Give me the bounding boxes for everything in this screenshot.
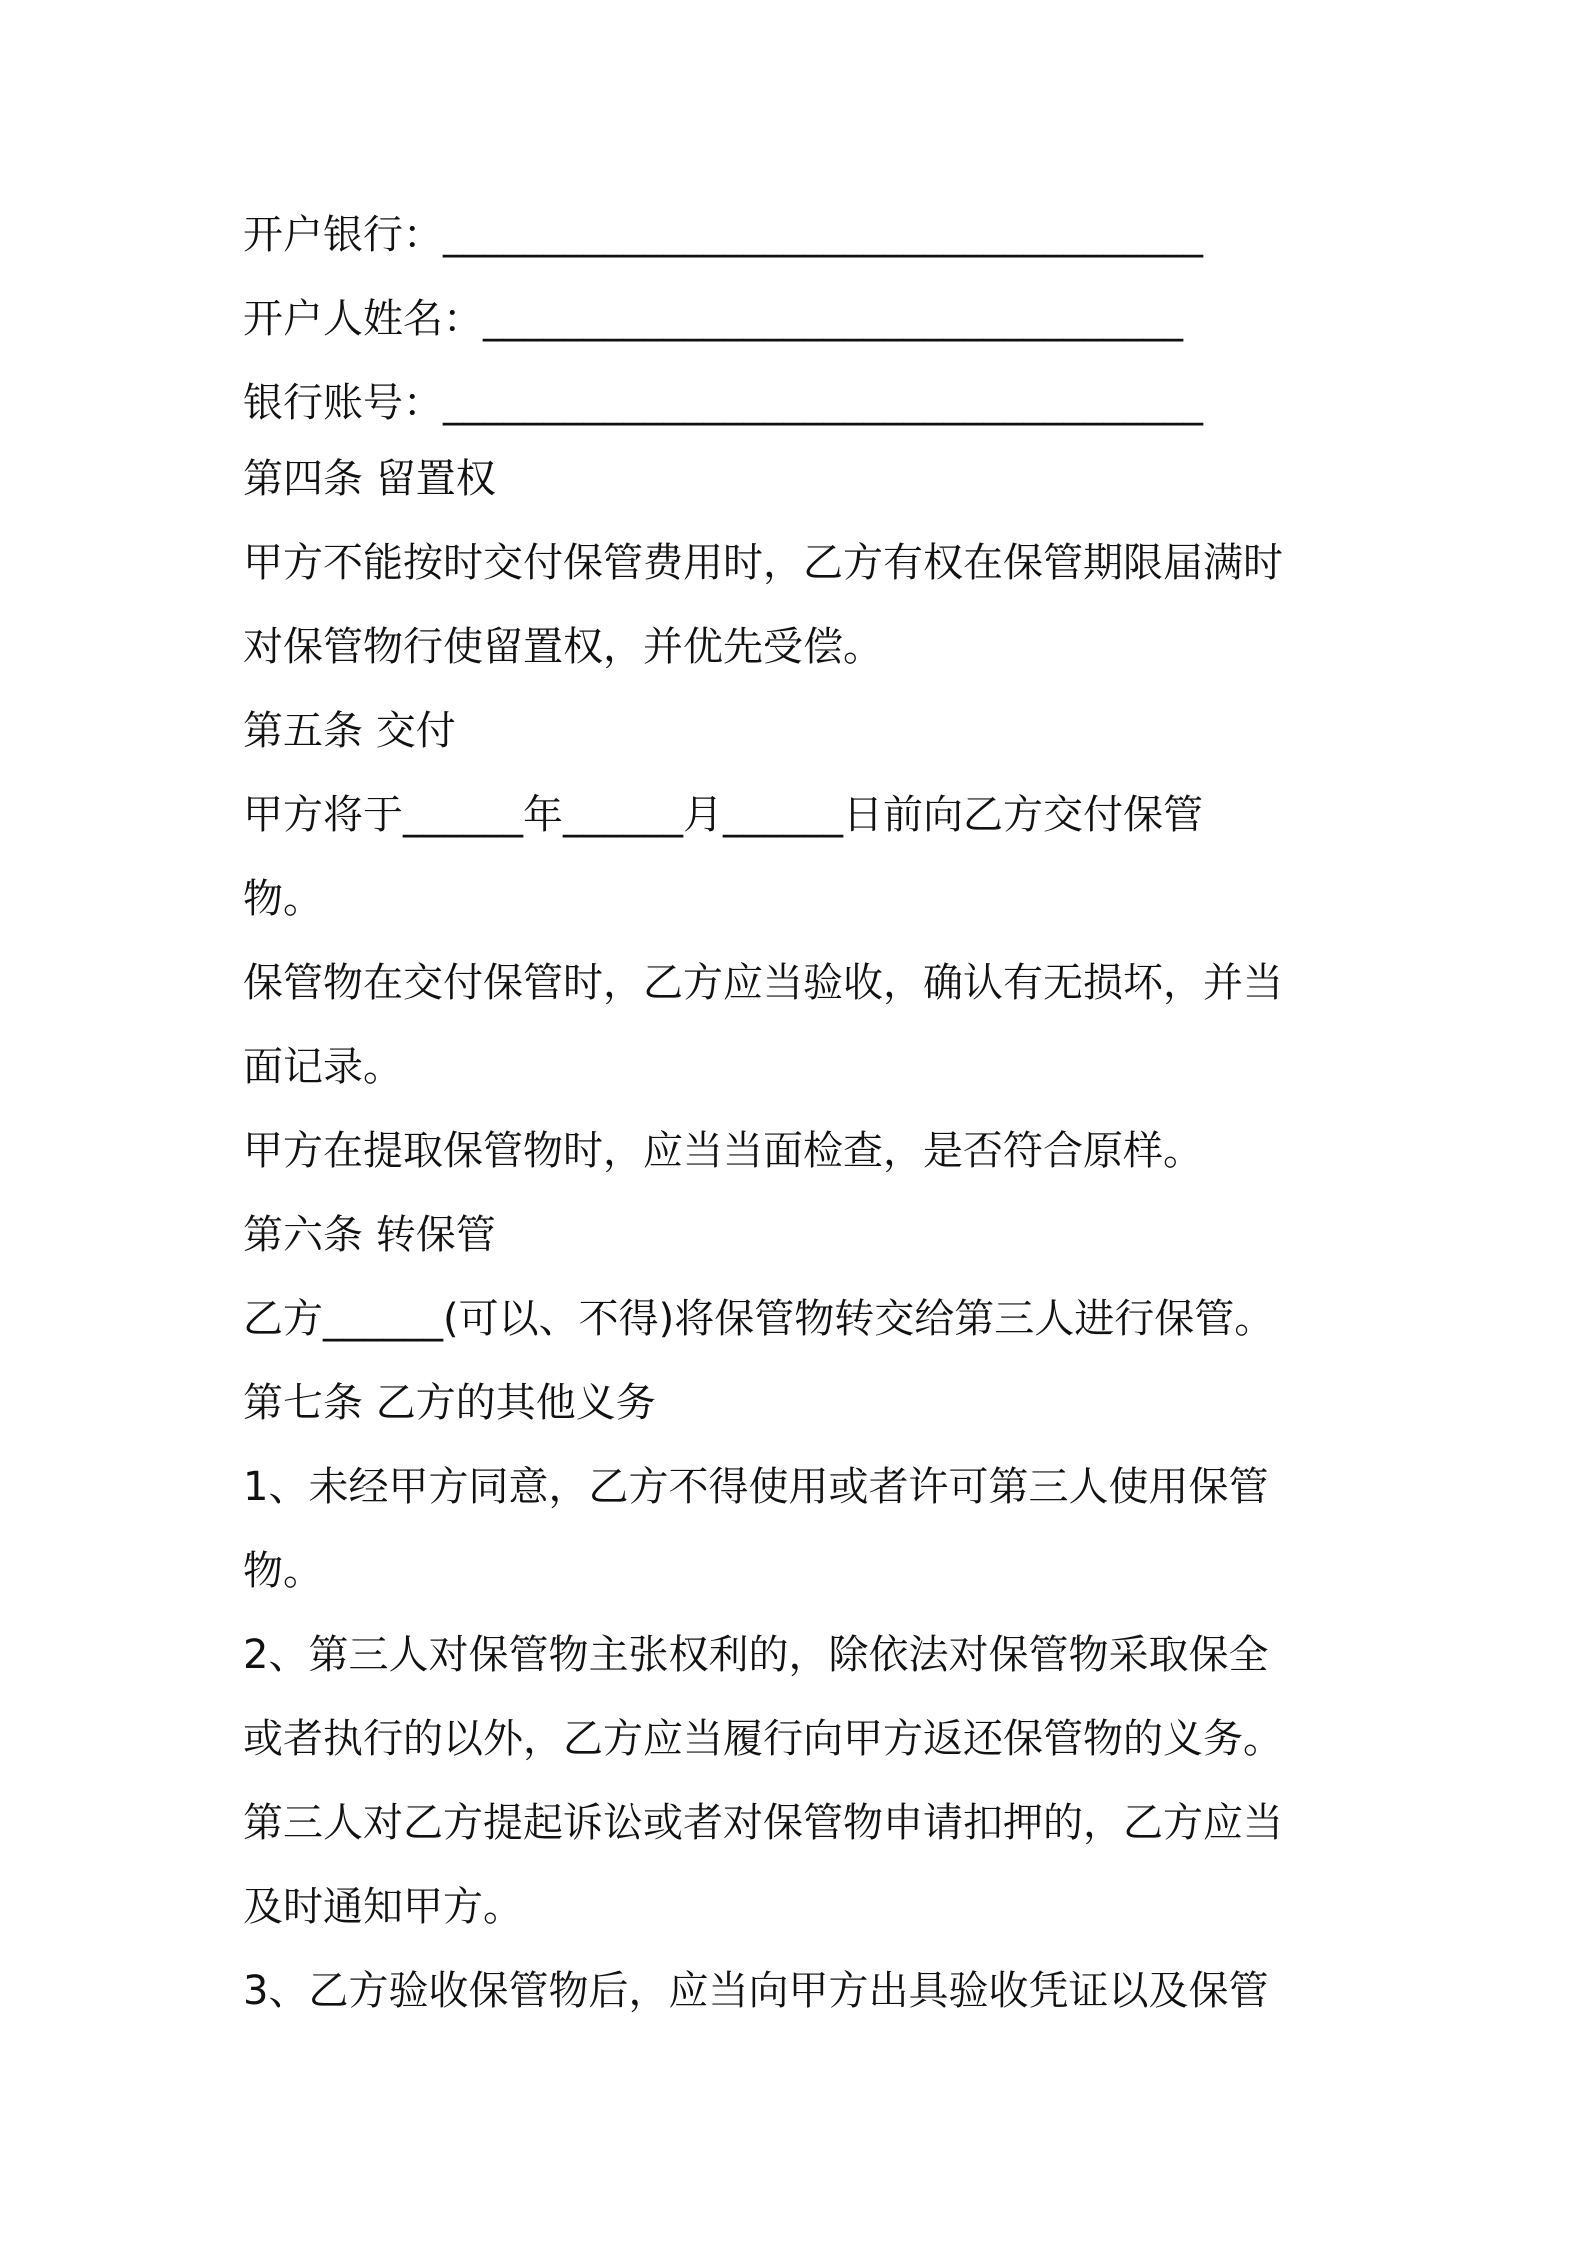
paragraph-line: 及时通知甲方。 xyxy=(243,1884,523,1930)
paragraph-line: 对保管物行使留置权，并优先受偿。 xyxy=(243,624,883,670)
paragraph-line: 面记录。 xyxy=(243,1044,403,1090)
article-heading-6: 第六条 转保管 xyxy=(243,1212,496,1258)
article-heading-7: 第七条 乙方的其他义务 xyxy=(243,1380,656,1426)
paragraph-line: 乙方______(可以、不得)将保管物转交给第三人进行保管。 xyxy=(243,1296,1275,1342)
paragraph-line: 保管物在交付保管时，乙方应当验收，确认有无损坏，并当 xyxy=(243,960,1283,1006)
paragraph-line: 3、乙方验收保管物后，应当向甲方出具验收凭证以及保管 xyxy=(243,1968,1269,2014)
paragraph-line: 甲方在提取保管物时，应当当面检查，是否符合原样。 xyxy=(243,1128,1203,1174)
article-heading-5: 第五条 交付 xyxy=(243,708,456,754)
paragraph-line: 1、未经甲方同意，乙方不得使用或者许可第三人使用保管 xyxy=(243,1464,1269,1510)
article-heading-4: 第四条 留置权 xyxy=(243,456,496,502)
paragraph-line: 或者执行的以外，乙方应当履行向甲方返还保管物的义务。 xyxy=(243,1716,1283,1762)
paragraph-line: 2、第三人对保管物主张权利的，除依法对保管物采取保全 xyxy=(243,1632,1269,1678)
paragraph-line: 物。 xyxy=(243,876,323,922)
field-account-number: 银行账号：______________________________________ xyxy=(243,380,1203,426)
paragraph-line: 第三人对乙方提起诉讼或者对保管物申请扣押的，乙方应当 xyxy=(243,1800,1283,1846)
paragraph-line: 甲方不能按时交付保管费用时，乙方有权在保管期限届满时 xyxy=(243,540,1283,586)
paragraph-line: 物。 xyxy=(243,1548,323,1594)
field-account-holder: 开户人姓名：___________________________________ xyxy=(243,296,1183,342)
field-bank-name: 开户银行：______________________________________ xyxy=(243,212,1203,258)
paragraph-line: 甲方将于______年______月______日前向乙方交付保管 xyxy=(243,792,1203,838)
